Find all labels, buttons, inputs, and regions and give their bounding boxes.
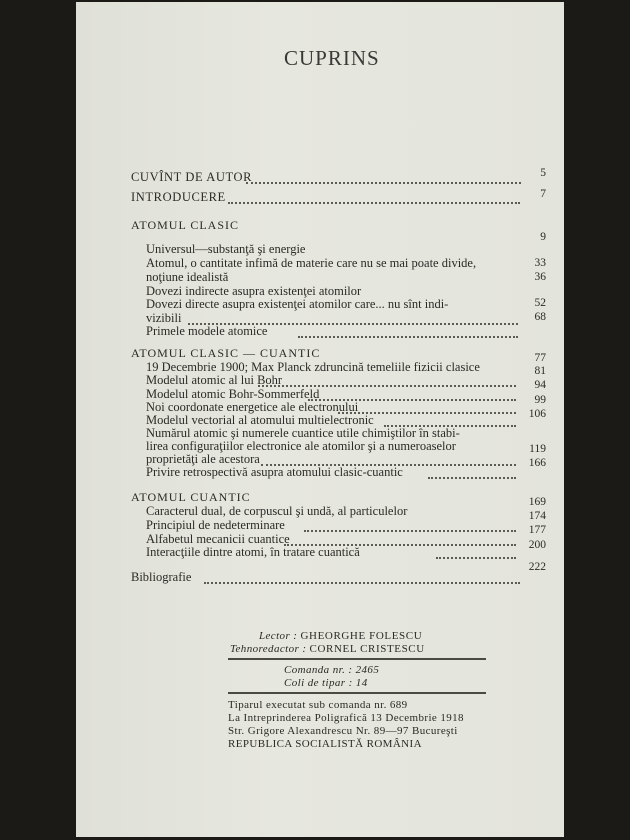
- toc-entry: vizibili: [146, 311, 182, 325]
- printer-line-2: La Intreprinderea Poligrafică 13 Decembrie 1918: [228, 712, 464, 724]
- page-number: 33: [534, 257, 546, 269]
- tehnoredactor-name: CORNEL CRISTESCU: [309, 643, 425, 655]
- toc-entry: Modelul vectorial al atomului multielectronic: [146, 413, 374, 427]
- leader-dots: [246, 181, 521, 184]
- toc-entry: Universul—substanţă şi energie: [146, 242, 306, 256]
- comanda-value: 2465: [355, 664, 380, 676]
- toc-entry: lirea configuraţiilor electronice ale atomilor şi a numeroaselor: [146, 439, 456, 453]
- toc-entry: 19 Decembrie 1900; Max Planck zdruncină temeliile fizicii clasice: [146, 360, 480, 374]
- leader-dots: [228, 201, 520, 204]
- section-heading: ATOMUL CLASIC — CUANTIC: [131, 346, 321, 360]
- leader-dots: [204, 581, 520, 584]
- lector-credit: [259, 630, 422, 642]
- toc-entry: Modelul atomic al lui Bohr: [146, 373, 283, 387]
- comanda-label: Comanda nr. :: [284, 664, 353, 676]
- divider: [228, 658, 486, 660]
- divider: [228, 692, 486, 694]
- toc-entry-introducere: INTRODUCERE: [131, 190, 226, 204]
- comanda-line: [284, 664, 379, 676]
- toc-entry: Privire retrospectivă asupra atomului clasic-cuantic: [146, 465, 403, 479]
- toc-entry: Principiul de nedeterminare: [146, 518, 285, 532]
- page-number: 36: [534, 271, 546, 283]
- toc-entry: Primele modele atomice: [146, 324, 268, 338]
- page-number: 52: [534, 297, 546, 309]
- toc-entry: noţiune idealistă: [146, 270, 229, 284]
- page-number: 68: [534, 311, 546, 323]
- book-page: [76, 2, 564, 837]
- tehnoredactor-label: Tehnoredactor :: [230, 643, 307, 655]
- page-number: 106: [528, 408, 546, 420]
- toc-entry: Numărul atomic şi numerele cuantice utile chimiştilor în stabi-: [146, 426, 460, 440]
- page-number: 77: [534, 352, 546, 364]
- toc-entry: Alfabetul mecanicii cuantice: [146, 532, 290, 546]
- section-heading: ATOMUL CLASIC: [131, 218, 240, 232]
- coli-line: [284, 677, 368, 689]
- toc-entry-bibliografie: Bibliografie: [131, 570, 192, 584]
- toc-entry: Dovezi indirecte asupra existenţei atomilor: [146, 284, 362, 298]
- page-number: 94: [534, 379, 546, 391]
- toc-entry: Atomul, o cantitate infimă de materie care nu se mai poate divide,: [146, 256, 477, 270]
- leader-dots: [304, 529, 516, 532]
- toc-entry: Modelul atomic Bohr-Sommerfeld: [146, 387, 320, 401]
- page-number: 7: [540, 188, 546, 200]
- page-number: 9: [540, 231, 546, 243]
- coli-value: 14: [355, 677, 368, 689]
- coli-label: Coli de tipar :: [284, 677, 353, 689]
- page-number: 81: [534, 365, 546, 377]
- page-number: 5: [540, 167, 546, 179]
- printer-line-1: Tiparul executat sub comanda nr. 689: [228, 699, 408, 711]
- leader-dots: [436, 556, 516, 559]
- toc-entry: Interacţiile dintre atomi, în tratare cuantică: [146, 545, 360, 559]
- toc-entry: Noi coordonate energetice ale electronului: [146, 400, 359, 414]
- section-heading: ATOMUL CUANTIC: [131, 490, 251, 504]
- page-number: 166: [528, 457, 546, 469]
- toc-entry: Dovezi directe asupra existenţei atomilor care... nu sînt indi-: [146, 297, 449, 311]
- page-number: 200: [528, 539, 546, 551]
- toc-entry-cuvint: CUVÎNT DE AUTOR: [131, 170, 253, 184]
- page-number: 174: [528, 510, 546, 522]
- lector-label: Lector :: [259, 630, 298, 642]
- page-number: 177: [528, 524, 546, 536]
- page-title: CUPRINS: [284, 46, 380, 70]
- toc-entry: proprietăţi ale acestora: [146, 452, 260, 466]
- lector-name: GHEORGHE FOLESCU: [300, 630, 423, 642]
- leader-dots: [298, 335, 518, 338]
- leader-dots: [428, 476, 516, 479]
- page-number: 119: [529, 443, 546, 455]
- page-number: 99: [534, 394, 546, 406]
- page-number: 222: [528, 561, 546, 573]
- printer-line-3: Str. Grigore Alexandrescu Nr. 89—97 Bucureşti: [228, 725, 458, 737]
- tehnoredactor-credit: [230, 643, 425, 655]
- printer-line-4: REPUBLICA SOCIALISTĂ ROMÂNIA: [228, 738, 422, 750]
- toc-entry: Caracterul dual, de corpuscul şi undă, al particulelor: [146, 504, 408, 518]
- page-number: 169: [528, 496, 546, 508]
